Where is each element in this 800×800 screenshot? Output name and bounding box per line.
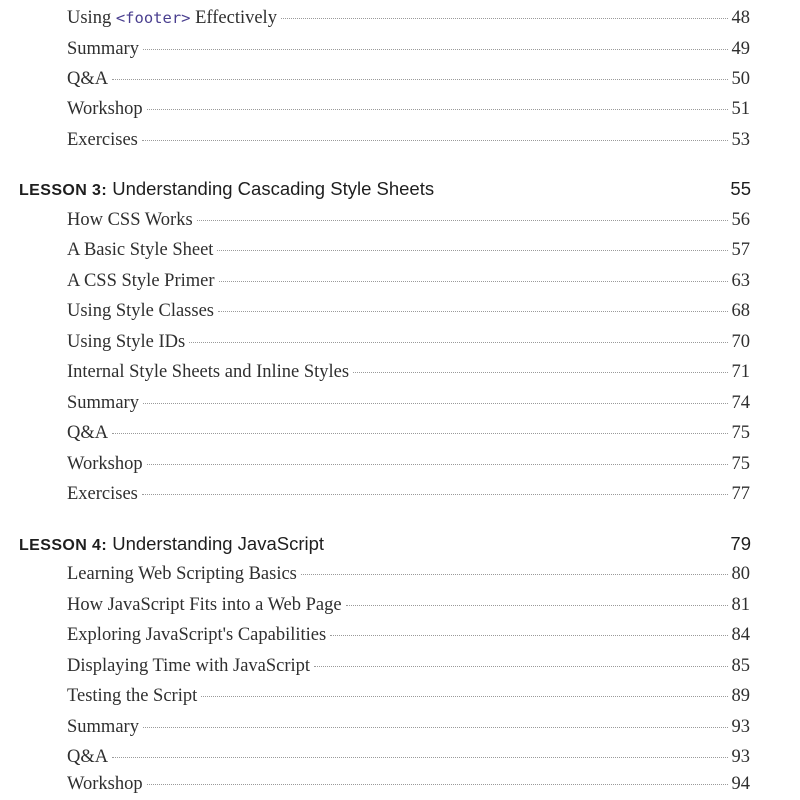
dot-leader [189, 342, 727, 343]
toc-entry-page: 75 [731, 423, 750, 443]
toc-entry-page: 94 [731, 774, 750, 794]
dot-leader [143, 49, 728, 50]
toc-entry-page: 70 [731, 332, 750, 352]
toc-entry-title: Summary [67, 39, 139, 59]
lesson-page: 79 [730, 533, 751, 554]
dot-leader [217, 250, 727, 251]
dot-leader [143, 403, 728, 404]
toc-entry-title: Q&A [67, 747, 109, 767]
toc-entry-title: Exercises [67, 484, 138, 504]
toc-entry-page: 53 [731, 130, 750, 150]
toc-entry-page: 89 [731, 686, 750, 706]
toc-entry[interactable] [67, 99, 750, 125]
toc-entry[interactable] [67, 69, 750, 95]
toc-entry[interactable] [67, 423, 750, 449]
toc-entry[interactable] [67, 484, 750, 510]
dot-leader [330, 635, 727, 636]
lesson-page: 55 [730, 178, 751, 199]
toc-entry-page: 57 [731, 240, 750, 260]
toc-entry-title: Testing the Script [67, 686, 198, 706]
toc-entry[interactable] [67, 595, 750, 621]
toc-entry[interactable] [67, 656, 750, 682]
toc-entry-page: 85 [731, 656, 750, 676]
toc-entry-title: Using Style Classes [67, 301, 214, 321]
toc-entry[interactable] [67, 774, 750, 800]
dot-leader [112, 757, 727, 758]
dot-leader [201, 696, 727, 697]
toc-entry-page: 49 [731, 39, 750, 59]
dot-leader [281, 18, 728, 19]
toc-entry[interactable] [67, 564, 750, 590]
toc-entry[interactable] [67, 717, 750, 743]
toc-entry-page: 81 [731, 595, 750, 615]
toc-entry-page: 93 [731, 747, 750, 767]
toc-entry-page: 93 [731, 717, 750, 737]
toc-entry[interactable] [67, 301, 750, 327]
toc-entry-page: 84 [731, 625, 750, 645]
dot-leader [314, 666, 727, 667]
dot-leader [112, 433, 727, 434]
dot-leader [142, 140, 728, 141]
toc-entry-title: Using <footer> Effectively [67, 8, 277, 28]
toc-entry-title: A CSS Style Primer [67, 271, 215, 291]
toc-entry[interactable] [67, 332, 750, 358]
dot-leader [143, 727, 728, 728]
footer-tag-code: <footer> [115, 9, 191, 27]
dot-leader [219, 281, 728, 282]
toc-entry[interactable] [67, 625, 750, 651]
toc-entry[interactable] [67, 210, 750, 236]
dot-leader [346, 605, 728, 606]
toc-entry[interactable] [67, 454, 750, 480]
toc-entry-page: 63 [731, 271, 750, 291]
toc-entry-title: Using Style IDs [67, 332, 186, 352]
toc-entry-page: 48 [731, 8, 750, 28]
dot-leader [112, 79, 727, 80]
toc-entry-page: 80 [731, 564, 750, 584]
dot-leader [147, 784, 728, 785]
dot-leader [197, 220, 728, 221]
toc-entry[interactable] [67, 130, 750, 156]
toc-entry-title: Exercises [67, 130, 138, 150]
toc-entry[interactable] [67, 39, 750, 65]
lesson-heading-text [19, 533, 324, 555]
dot-leader [147, 109, 728, 110]
lesson-heading-text [19, 178, 434, 200]
toc-entry-page: 77 [731, 484, 750, 504]
dot-leader [142, 494, 728, 495]
lesson-3-heading[interactable] [19, 178, 751, 206]
lesson-title: Understanding JavaScript [112, 533, 325, 554]
toc-entry-title: Internal Style Sheets and Inline Styles [67, 362, 350, 382]
dot-leader [218, 311, 728, 312]
toc-entry-title: Summary [67, 393, 139, 413]
dot-leader [147, 464, 728, 465]
toc-entry[interactable] [67, 271, 750, 297]
toc-entry-page: 56 [731, 210, 750, 230]
dot-leader [301, 574, 728, 575]
toc-entry-title: Q&A [67, 69, 109, 89]
toc-entry-title: A Basic Style Sheet [67, 240, 214, 260]
toc-entry-page: 50 [731, 69, 750, 89]
toc-entry-title: Workshop [67, 99, 143, 119]
toc-entry[interactable] [67, 393, 750, 419]
toc-entry[interactable] [67, 8, 750, 34]
toc-entry-title: Workshop [67, 454, 143, 474]
toc-entry[interactable] [67, 362, 750, 388]
toc-entry-title: Workshop [67, 774, 143, 794]
toc-entry-title: How CSS Works [67, 210, 193, 230]
toc-entry-title: Summary [67, 717, 139, 737]
toc-entry-title: Q&A [67, 423, 109, 443]
toc-entry-page: 51 [731, 99, 750, 119]
lesson-title: Understanding Cascading Style Sheets [112, 178, 435, 199]
toc-entry-page: 75 [731, 454, 750, 474]
toc-entry-page: 68 [731, 301, 750, 321]
toc-entry[interactable] [67, 686, 750, 712]
toc-entry-page: 71 [731, 362, 750, 382]
toc-entry-title: Exploring JavaScript's Capabilities [67, 625, 327, 645]
toc-entry[interactable] [67, 747, 750, 773]
lesson-4-heading[interactable] [19, 533, 751, 561]
lesson-label: LESSON 3: [19, 182, 108, 199]
toc-entry-title: How JavaScript Fits into a Web Page [67, 595, 342, 615]
toc-entry-page: 74 [731, 393, 750, 413]
dot-leader [353, 372, 727, 373]
toc-entry[interactable] [67, 240, 750, 266]
lesson-label: LESSON 4: [19, 537, 108, 554]
toc-entry-title: Learning Web Scripting Basics [67, 564, 297, 584]
toc-entry-title: Displaying Time with JavaScript [67, 656, 311, 676]
